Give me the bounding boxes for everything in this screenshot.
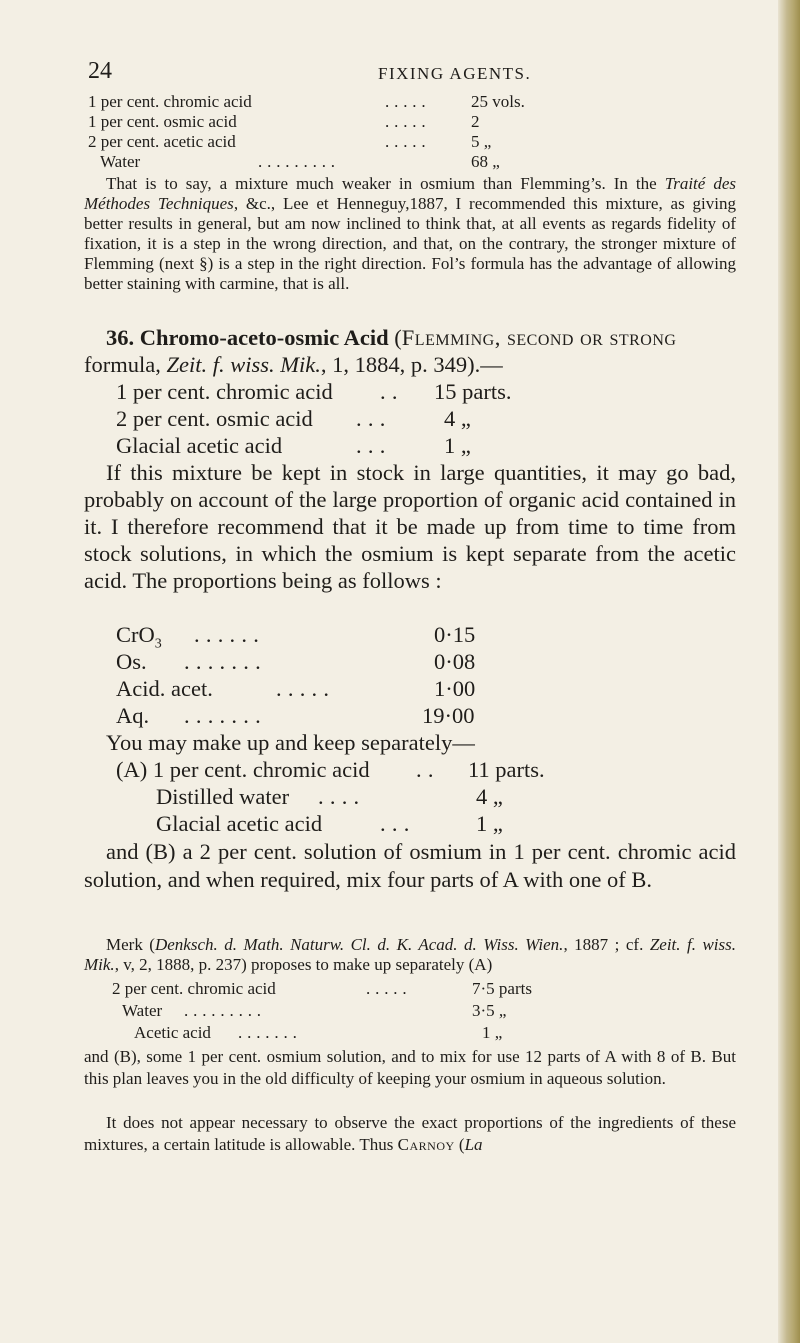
quantity-value: 19·00 [422,703,475,728]
ingredient-label: Distilled water [156,784,290,809]
leader-dots: . . . . . [366,979,407,998]
table-row [116,783,716,810]
paragraph-text: and (B), some 1 per cent. osmium solution, and to mix for use 12 parts of A with 8 of B. But this plan leaves you in the old difficulty of keeping your osmium in aqueous solution. [84,1047,736,1088]
formula-table-2 [116,378,716,459]
formula-table-4 [116,756,716,837]
table-row [112,1001,712,1023]
table-row [116,405,716,432]
quantity-value: 15 parts. [434,379,512,404]
paragraph [84,838,736,894]
leader-dots: . . [380,379,398,404]
quantity-value: 2 [471,112,480,131]
quantity-value: 3·5 „ [472,1001,507,1020]
quantity-value: 1 „ [444,433,471,458]
leader-dots: . . . . . [276,676,330,701]
table-row [116,378,716,405]
ingredient-label: Glacial acetic acid [116,433,283,458]
journal-name: Zeit. f. wiss. Mik. [84,935,736,974]
author-name: Carnoy [397,1135,455,1154]
ingredient-label: 1 per cent. chromic acid [116,379,333,404]
table-row [116,810,716,837]
ingredient-label: 2 per cent. osmic acid [116,406,313,431]
table-row [116,675,716,702]
leader-dots: . . . [356,406,386,431]
table-row [112,979,712,1001]
section-heading [84,324,736,378]
quantity-value: 1 „ [482,1023,503,1042]
leader-dots: . . . . . [385,132,426,151]
ingredient-label: Acid. acet. [116,676,213,701]
paragraph [84,459,736,594]
leader-dots: . . . [380,811,410,836]
table-row [116,621,716,652]
leader-dots: . . . . . [385,112,426,131]
quantity-value: 0·08 [434,649,476,674]
quantity-value: 25 vols. [471,92,525,111]
leader-dots: . . . . . . . . . [258,152,336,171]
running-head: FIXING AGENTS. [378,64,532,83]
formula-table-5 [112,979,712,1045]
table-row [116,756,716,783]
ingredient-label: Aq. [116,703,150,728]
table-row [88,152,728,172]
paragraph-text: , v, 2, 1888, p. 237) proposes to make up separately (A) [114,955,493,974]
paragraph-text: You may make up and keep separately— [106,730,475,755]
quantity-value: 1·00 [434,676,476,701]
leader-dots: . . . [356,433,386,458]
leader-dots: . . . . . . [194,622,260,647]
section-text: , 1, 1884, p. 349).— [320,352,503,377]
quantity-value: 5 „ [471,132,492,151]
section-text: formula, [84,352,167,377]
paragraph [84,1046,736,1090]
paragraph-text: It does not appear necessary to observe the exact proportions of the ingredients of these mixtures, a certain latitude is allowable. Thus [84,1113,736,1154]
paragraph-text: If this mixture be kept in stock in large quantities, it may go bad, probably on account of the large proportion of organic acid contained in it. I therefore recommend that it be made up from time to time from stock solutions, in which the osmium is kept separate from the acetic acid. The proportions being as follows : [84,460,736,593]
paragraph-text: and (B) a 2 per cent. solution of osmium in 1 per cent. chromic acid solution, and when required, mix four parts of A with one of B. [84,839,736,892]
quantity-value: 4 „ [444,406,471,431]
leader-dots: . . . . [318,784,360,809]
ingredient-label: Acetic acid [134,1023,211,1042]
leader-dots: . . . . . . . [238,1023,298,1042]
paragraph-text: , 1887 ; cf. [563,935,650,954]
journal-name: Denksch. d. Math. Naturw. Cl. d. K. Acad. d. Wiss. Wien. [154,935,564,954]
paragraph-text: ( [454,1135,465,1154]
quantity-value: 1 „ [476,811,503,836]
ingredient-label: Water [100,152,141,171]
ingredient-label: 1 per cent. chromic acid [88,92,252,111]
ingredient-label: 2 per cent. chromic acid [112,979,276,998]
leader-dots: . . . . . [385,92,426,111]
book-title: Traité des Méthodes Techniques [84,174,736,213]
section-text: ( [388,325,402,350]
ingredient-label: (A) 1 per cent. chromic acid [116,757,370,782]
section-title: Chromo-aceto-osmic Acid [139,325,389,350]
page-number: 24 [88,58,112,84]
section-number: 36. [106,325,135,350]
author-name: Flemming, second or strong [401,325,677,350]
leader-dots: . . . . . . . [184,703,262,728]
paragraph-text: Merk ( [106,935,155,954]
table-row [112,1023,712,1045]
ingredient-label: 1 per cent. osmic acid [88,112,237,131]
quantity-value: 11 parts. [468,757,545,782]
leader-dots: . . . . . . . . . [184,1001,262,1020]
ingredient-label: Os. [116,649,147,674]
table-row [116,432,716,459]
paragraph [84,729,736,756]
page-edge [778,0,800,1343]
formula-table-3 [116,621,716,729]
paragraph [84,174,736,294]
ingredient-label: Glacial acetic acid [156,811,323,836]
quantity-value: 0·15 [434,622,476,647]
table-row [116,702,716,729]
book-title: La [464,1135,483,1154]
quantity-value: 7·5 parts [472,979,532,998]
leader-dots: . . . . . . . [184,649,262,674]
formula-label: CrO [116,622,155,647]
leader-dots: . . [416,757,434,782]
table-row [116,648,716,675]
formula-table-1 [88,92,728,172]
quantity-value: 4 „ [476,784,503,809]
quantity-value: 68 „ [471,152,500,171]
paragraph-text: , &c., Lee et Henneguy,1887, I recommended this mixture, as giving better results in general, but am now inclined to think that, at all events as regards fidelity of fixation, it is a step in the wrong direction, and that, on the contrary, the stronger mixture of Flemming (next §) is a step in the right direction. Fol’s formula has the advantage of allowing better staining with carmine, that is all. [84,194,736,293]
ingredient-label: Water [122,1001,163,1020]
page-header [88,58,760,82]
journal-name: Zeit. f. wiss. Mik. [166,352,321,377]
paragraph [84,1112,736,1156]
table-row [88,132,728,152]
formula-subscript: 3 [154,636,162,652]
paragraph [84,935,736,975]
ingredient-label: 2 per cent. acetic acid [88,132,236,151]
table-row [88,92,728,112]
paragraph-text: That is to say, a mixture much weaker in osmium than Flemming’s. In the [106,174,665,193]
table-row [88,112,728,132]
